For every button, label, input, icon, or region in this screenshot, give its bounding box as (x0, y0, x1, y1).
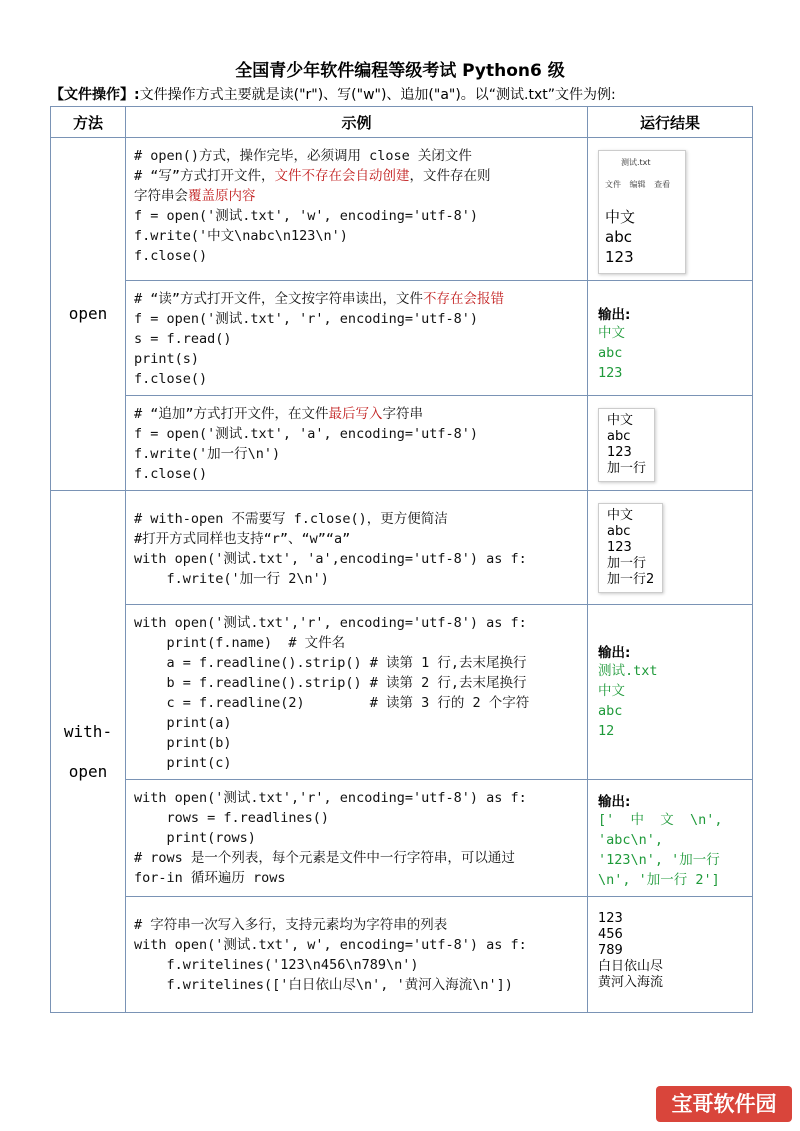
code-line: f.close() (134, 371, 208, 387)
window-title: 测试.txt (621, 158, 651, 167)
code-line: b = f.readline().strip() # 读第 2 行,去末尾换行 (134, 675, 527, 691)
file-line: abc (607, 429, 631, 444)
result-cell (588, 897, 753, 1013)
code-line: 字符串会覆盖原内容 (134, 188, 256, 204)
table-row (51, 780, 753, 897)
file-line: 加一行 (607, 461, 647, 476)
code-line: f.close() (134, 248, 208, 264)
code-cell (126, 897, 588, 1013)
output-line: [' 中 文 \n', (598, 812, 723, 828)
file-line: 中文 (607, 508, 634, 523)
code-line: c = f.readline(2) # 读第 3 行的 2 个字符 (134, 695, 530, 711)
result-cell (588, 605, 753, 780)
code-line: with open('测试.txt', w', encoding='utf-8') as f: (134, 937, 527, 953)
output-line: 中文 (598, 683, 625, 699)
file-line: abc (605, 228, 632, 246)
file-line: 123 (605, 248, 634, 266)
header-row (51, 107, 753, 138)
output-line: abc (598, 703, 623, 719)
result-cell (588, 281, 753, 396)
output-line: 'abc\n', (598, 832, 664, 848)
code-line: s = f.read() (134, 331, 232, 347)
file-content-box (598, 911, 742, 991)
code-line: f.close() (134, 466, 208, 482)
code-cell (126, 281, 588, 396)
output-line: \n', '加一行 2'] (598, 872, 720, 888)
code-line: f.writelines(['白日依山尽\n', '黄河入海流\n']) (134, 977, 513, 993)
file-line: 加一行2 (607, 572, 655, 587)
file-line: 中文 (607, 413, 634, 428)
result-cell (588, 138, 753, 281)
file-line: 白日依山尽 (598, 959, 664, 974)
code-line: f.writelines('123\n456\n789\n') (134, 957, 419, 973)
result-cell (588, 396, 753, 491)
file-line: 黄河入海流 (598, 975, 664, 990)
table-row (51, 605, 753, 780)
code-line: print(f.name) # 文件名 (134, 635, 346, 651)
code-line: # open()方式，操作完毕，必须调用 close 关闭文件 (134, 148, 472, 164)
table-row (51, 396, 753, 491)
file-content-box (598, 503, 663, 593)
code-line: print(s) (134, 351, 200, 367)
file-line: abc (607, 524, 631, 539)
code-line: print(rows) (134, 830, 256, 846)
code-line: # 字符串一次写入多行，支持元素均为字符串的列表 (134, 917, 448, 933)
output-label: 输出: (598, 794, 631, 810)
page-title: 全国青少年软件编程等级考试 Python6 级 (235, 61, 565, 81)
output-line: 123 (598, 365, 623, 381)
output-line: 测试.txt (598, 663, 658, 679)
intro-line (50, 84, 616, 104)
file-line: 123 (607, 445, 632, 460)
code-line: with open('测试.txt','r', encoding='utf-8') as f: (134, 790, 527, 806)
file-line: 123 (598, 911, 623, 926)
code-line: #打开方式同样也支持“r”、“w”“a” (134, 531, 351, 547)
file-line: 加一行 (607, 556, 647, 571)
code-cell (126, 491, 588, 605)
code-cell (126, 780, 588, 897)
header-example: 示例 (126, 107, 588, 138)
code-line: # with-open 不需要写 f.close()，更方便简洁 (134, 511, 448, 527)
intro-label: 【文件操作】: (50, 87, 140, 103)
table-row (51, 138, 753, 281)
code-line: # “读”方式打开文件，全文按字符串读出，文件不存在会报错 (134, 291, 505, 307)
intro-text: 文件操作方式主要就是读("r")、写("w")、追加("a")。以“测试.txt”文件为例: (139, 87, 616, 103)
code-line: rows = f.readlines() (134, 810, 330, 826)
code-line: print(c) (134, 755, 232, 771)
code-line: f.write('中文\nabc\n123\n') (134, 228, 348, 244)
code-line: with open('测试.txt','r', encoding='utf-8') as f: (134, 615, 527, 631)
code-line: f.write('加一行\n') (134, 446, 281, 462)
code-line: f = open('测试.txt', 'w', encoding='utf-8') (134, 208, 478, 224)
table-row (51, 491, 753, 605)
result-cell (588, 780, 753, 897)
output-line: '123\n', '加一行 (598, 852, 720, 868)
method-with-open: with- open (51, 491, 126, 1013)
file-line: 456 (598, 927, 623, 942)
code-line: f = open('测试.txt', 'r', encoding='utf-8') (134, 311, 478, 327)
notepad-window (598, 150, 686, 274)
output-label: 输出: (598, 307, 631, 323)
output-line: 12 (598, 723, 615, 739)
code-line: # rows 是一个列表，每个元素是文件中一行字符串，可以通过 (134, 850, 515, 866)
file-operations-table (50, 106, 753, 1013)
header-method: 方法 (51, 107, 126, 138)
file-line: 中文 (605, 208, 636, 226)
file-line: 123 (607, 540, 632, 555)
output-line: 中文 (598, 325, 625, 341)
code-line: # “写”方式打开文件，文件不存在会自动创建，文件存在则 (134, 168, 491, 184)
result-cell (588, 491, 753, 605)
table-row (51, 281, 753, 396)
file-content-box (598, 408, 655, 482)
file-line: 789 (598, 943, 623, 958)
code-line: print(b) (134, 735, 232, 751)
code-line: print(a) (134, 715, 232, 731)
code-line: f = open('测试.txt', 'a', encoding='utf-8') (134, 426, 478, 442)
code-line: f.write('加一行 2\n') (134, 571, 329, 587)
code-cell (126, 605, 588, 780)
header-result: 运行结果 (588, 107, 753, 138)
code-cell (126, 396, 588, 491)
method-open: open (51, 138, 126, 491)
site-logo: 宝哥软件园 (656, 1086, 792, 1122)
code-line: for-in 循环遍历 rows (134, 870, 286, 886)
window-menu: 文件 编辑 查看 (605, 180, 671, 189)
code-line: # “追加”方式打开文件，在文件最后写入字符串 (134, 406, 424, 422)
output-line: abc (598, 345, 623, 361)
output-label: 输出: (598, 645, 631, 661)
code-cell (126, 138, 588, 281)
code-line: a = f.readline().strip() # 读第 1 行,去末尾换行 (134, 655, 527, 671)
code-line: with open('测试.txt', 'a',encoding='utf-8') as f: (134, 551, 527, 567)
table-row (51, 897, 753, 1013)
